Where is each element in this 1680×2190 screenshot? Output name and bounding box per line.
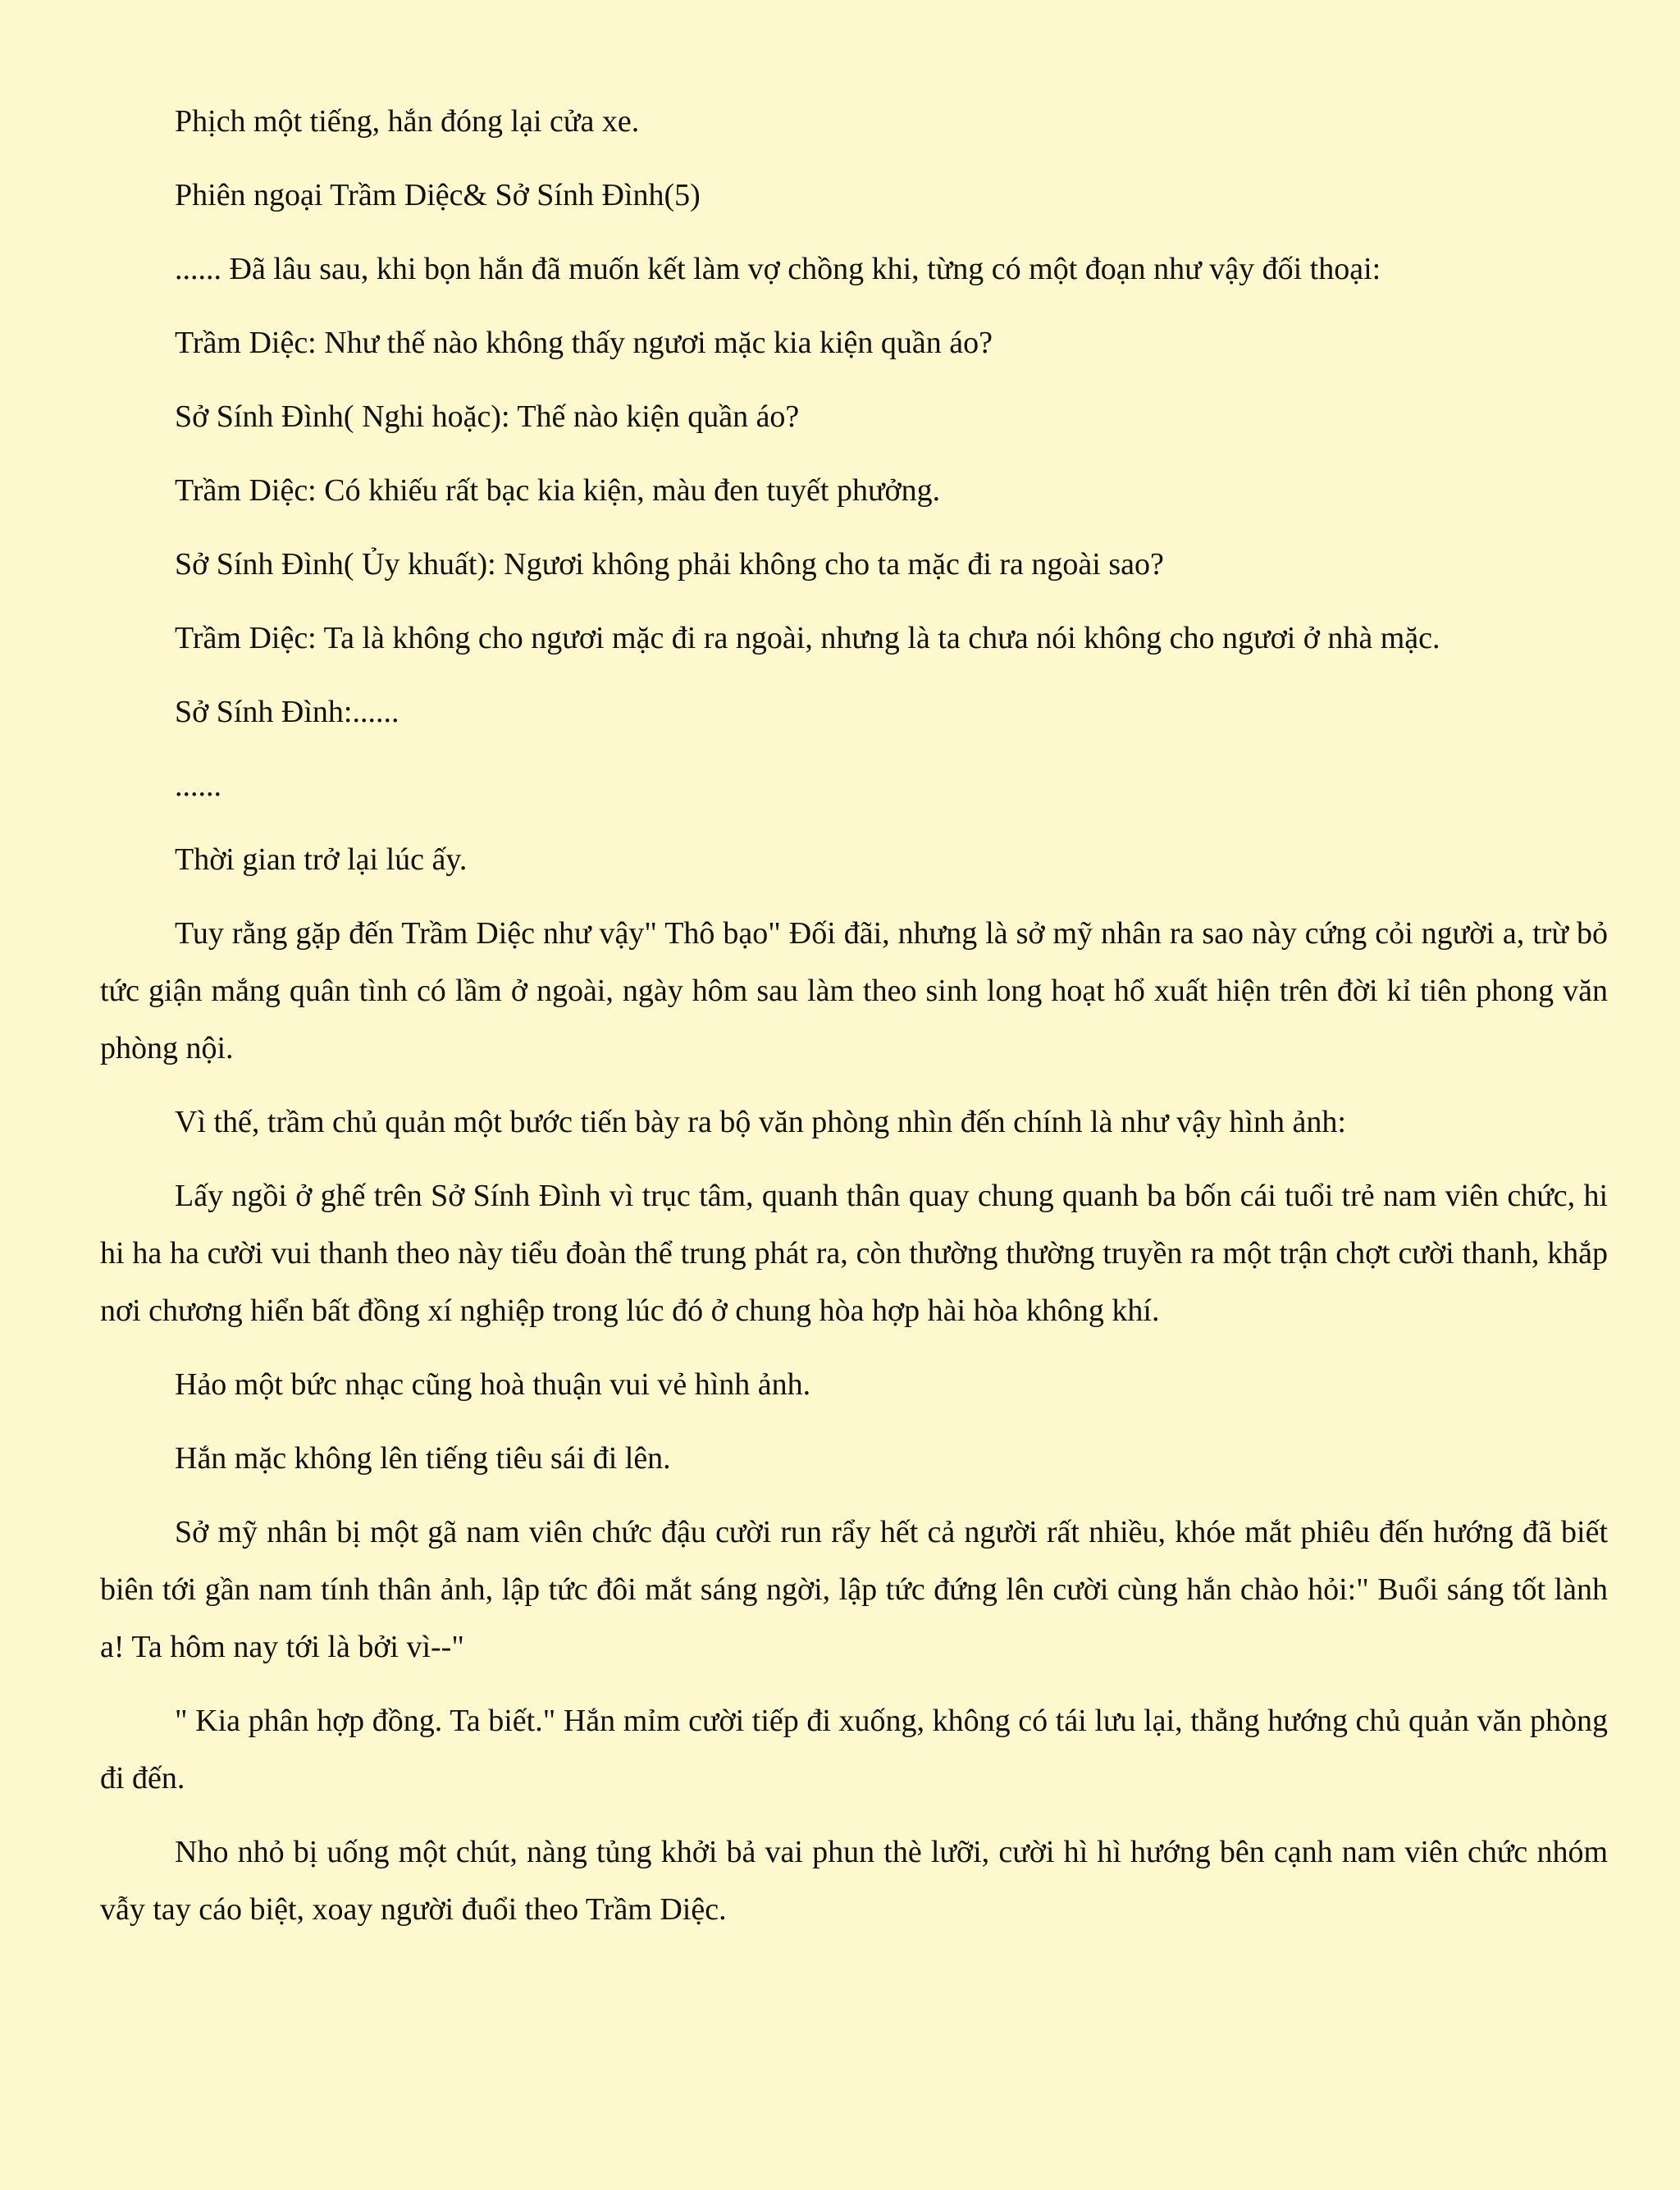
dialogue-line: Sở Sính Đình( Nghi hoặc): Thế nào kiện quần áo? <box>175 399 800 434</box>
dialogue-line: Trầm Diệc: Có khiếu rất bạc kia kiện, màu đen tuyết phưởng. <box>175 473 941 508</box>
story-text <box>100 93 1608 1955</box>
paragraph: Phịch một tiếng, hắn đóng lại cửa xe. <box>175 104 640 139</box>
paragraph: Tuy rằng gặp đến Trầm Diệc như vậy" Thô bạo" Đối đãi, nhưng là sở mỹ nhân ra sao này cứng cỏi người a, trừ bỏ tức giận mắng quân tình có lầm ở ngoài, ngày hôm sau làm theo sinh long hoạt hổ xuất hiện trên đời kỉ tiên phong văn phòng nội. <box>100 916 1608 1065</box>
dialogue-line: Sở Sính Đình( Ủy khuất): Ngươi không phải không cho ta mặc đi ra ngoài sao? <box>175 547 1164 582</box>
paragraph: ...... Đã lâu sau, khi bọn hắn đã muốn kết làm vợ chồng khi, từng có một đoạn như vậy đối thoại: <box>175 252 1381 286</box>
dialogue-line: Trầm Diệc: Như thế nào không thấy ngươi mặc kia kiện quần áo? <box>175 326 993 360</box>
paragraph: Thời gian trở lại lúc ấy. <box>175 842 468 877</box>
paragraph: Vì thế, trầm chủ quản một bước tiến bày ra bộ văn phòng nhìn đến chính là như vậy hình ảnh: <box>175 1105 1346 1139</box>
dialogue-line: Trầm Diệc: Ta là không cho ngươi mặc đi ra ngoài, nhưng là ta chưa nói không cho ngươi ở nhà mặc. <box>175 621 1440 655</box>
ellipsis-break: ...... <box>175 769 221 803</box>
paragraph: Lấy ngồi ở ghế trên Sở Sính Đình vì trục tâm, quanh thân quay chung quanh ba bốn cái tuổi trẻ nam viên chức, hi hi ha ha cười vui thanh theo này tiểu đoàn thể trung phát ra, còn thường thường truyền ra một trận chợt cười thanh, khắp nơi chương hiển bất đồng xí nghiệp trong lúc đó ở chung hòa hợp hài hòa không khí. <box>100 1179 1608 1328</box>
paragraph: " Kia phân hợp đồng. Ta biết." Hắn mỉm cười tiếp đi xuống, không có tái lưu lại, thẳng hướng chủ quản văn phòng đi đến. <box>100 1704 1608 1795</box>
dialogue-line: Sở Sính Đình:...... <box>175 695 399 729</box>
paragraph: Hảo một bức nhạc cũng hoà thuận vui vẻ hình ảnh. <box>175 1367 811 1402</box>
paragraph: Hắn mặc không lên tiếng tiêu sái đi lên. <box>175 1441 671 1476</box>
paragraph: Nho nhỏ bị uống một chút, nàng tủng khởi bả vai phun thè lưỡi, cười hì hì hướng bên cạnh nam viên chức nhóm vẫy tay cáo biệt, xoay người đuổi theo Trầm Diệc. <box>100 1835 1608 1927</box>
chapter-heading: Phiên ngoại Trầm Diệc& Sở Sính Đình(5) <box>175 178 701 212</box>
paragraph: Sở mỹ nhân bị một gã nam viên chức đậu cười run rẩy hết cả người rất nhiều, khóe mắt phiêu đến hướng đã biết biên tới gần nam tính thân ảnh, lập tức đôi mắt sáng ngời, lập tức đứng lên cười cùng hắn chào hỏi:" Buổi sáng tốt lành a! Ta hôm nay tới là bởi vì--" <box>100 1515 1608 1664</box>
